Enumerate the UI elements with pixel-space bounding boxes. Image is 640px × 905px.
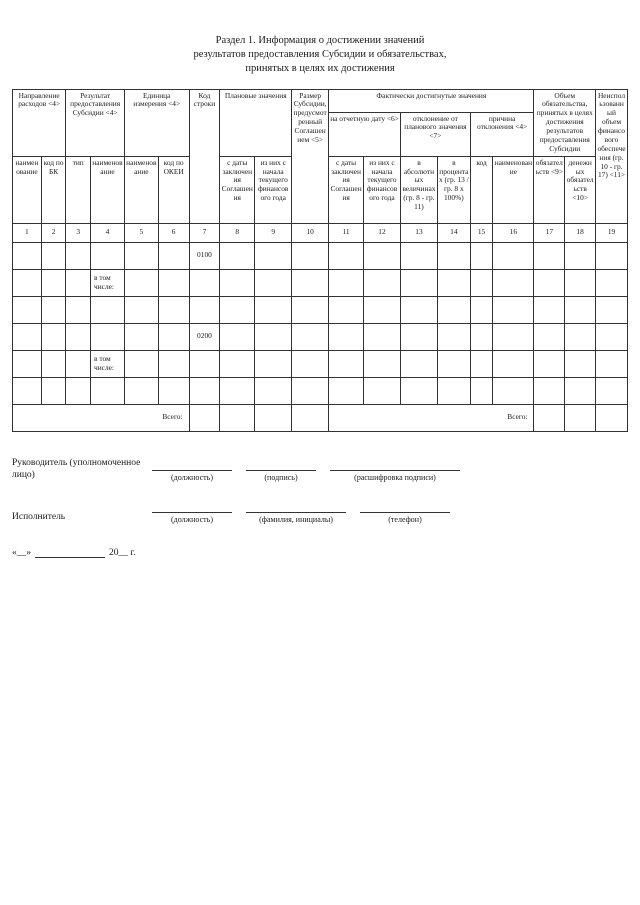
header-dir-code: код по БК — [41, 156, 66, 223]
head-signature-field[interactable] — [246, 458, 316, 471]
col-number: 2 — [41, 223, 66, 242]
empty-cell[interactable] — [596, 323, 628, 350]
col-number: 13 — [400, 223, 437, 242]
col-number: 6 — [158, 223, 189, 242]
head-position-caption: (должность) — [171, 472, 213, 482]
empty-cell[interactable] — [565, 377, 596, 404]
executor-position-caption: (должность) — [171, 514, 213, 524]
empty-cell[interactable] — [596, 242, 628, 269]
empty-cell[interactable] — [470, 242, 493, 269]
empty-cell[interactable] — [292, 377, 329, 404]
empty-cell[interactable] — [292, 350, 329, 377]
empty-cell[interactable] — [158, 350, 189, 377]
empty-cell[interactable] — [493, 242, 534, 269]
empty-cell[interactable] — [470, 350, 493, 377]
date-line — [12, 546, 628, 558]
header-plan-from-agreement: с даты заключения Соглашения — [220, 156, 255, 223]
section-title — [12, 34, 628, 77]
empty-cell[interactable] — [400, 323, 437, 350]
empty-cell[interactable] — [437, 377, 470, 404]
header-subsidy-size: Размер Субсидии, предусмотренный Соглашением <5> — [292, 89, 329, 223]
empty-cell[interactable] — [220, 350, 255, 377]
including-label: в том числе: — [91, 269, 125, 296]
empty-cell[interactable] — [534, 350, 565, 377]
empty-cell[interactable] — [41, 350, 66, 377]
col-number: 3 — [66, 223, 91, 242]
total-label-right: Всего: — [329, 404, 534, 431]
table-row — [13, 269, 628, 296]
header-dev-percent: в процентах (гр. 13 / гр. 8 x 100%) — [437, 156, 470, 223]
empty-cell[interactable] — [470, 296, 493, 323]
empty-cell[interactable] — [329, 323, 364, 350]
empty-cell[interactable] — [13, 377, 42, 404]
empty-cell[interactable] — [255, 350, 292, 377]
empty-cell[interactable] — [400, 377, 437, 404]
empty-cell[interactable] — [13, 269, 42, 296]
col-number: 9 — [255, 223, 292, 242]
empty-cell[interactable] — [534, 296, 565, 323]
table-row — [13, 377, 628, 404]
empty-cell[interactable] — [493, 323, 534, 350]
title-line-3: принятых в целях их достижения — [245, 63, 395, 75]
empty-cell[interactable] — [534, 377, 565, 404]
empty-cell[interactable] — [596, 404, 628, 431]
col-number: 1 — [13, 223, 42, 242]
empty-cell[interactable] — [158, 323, 189, 350]
empty-cell[interactable] — [255, 269, 292, 296]
empty-cell[interactable] — [91, 323, 125, 350]
executor-position-field[interactable] — [152, 500, 232, 513]
empty-cell[interactable] — [220, 269, 255, 296]
empty-cell[interactable] — [437, 242, 470, 269]
empty-cell[interactable] — [534, 242, 565, 269]
header-reason: причина отклонения <4> — [470, 112, 534, 156]
header-reason-name: наименование — [493, 156, 534, 223]
header-obl-monetary: денежных обязательств <10> — [565, 156, 596, 223]
empty-cell[interactable] — [400, 296, 437, 323]
empty-cell[interactable] — [220, 242, 255, 269]
empty-cell[interactable] — [493, 350, 534, 377]
table-row — [13, 350, 628, 377]
empty-cell[interactable] — [364, 269, 401, 296]
header-unit: Единица измерения <4> — [124, 89, 189, 156]
header-res-name: наименование — [91, 156, 125, 223]
report-table — [12, 89, 628, 432]
executor-label: Исполнитель — [12, 511, 66, 522]
empty-cell[interactable] — [124, 296, 158, 323]
empty-cell[interactable] — [66, 323, 91, 350]
date-day: «__» — [12, 547, 31, 558]
empty-cell[interactable] — [565, 350, 596, 377]
empty-cell[interactable] — [292, 296, 329, 323]
empty-cell[interactable] — [220, 377, 255, 404]
column-numbers-row — [13, 223, 628, 242]
empty-cell[interactable] — [13, 296, 42, 323]
header-planned: Плановые значения — [220, 89, 292, 156]
empty-cell[interactable] — [534, 323, 565, 350]
empty-cell[interactable] — [470, 323, 493, 350]
empty-cell[interactable] — [255, 404, 292, 431]
empty-cell[interactable] — [66, 296, 91, 323]
header-unit-okei: код по ОКЕИ — [158, 156, 189, 223]
empty-cell[interactable] — [364, 323, 401, 350]
table-row — [13, 296, 628, 323]
head-decoding-field[interactable] — [330, 458, 460, 471]
empty-cell[interactable] — [596, 269, 628, 296]
empty-cell[interactable] — [220, 404, 255, 431]
header-act-from-year: из них с начала текущего финансового года — [364, 156, 401, 223]
table-row — [13, 242, 628, 269]
col-number: 12 — [364, 223, 401, 242]
empty-cell[interactable] — [189, 296, 220, 323]
empty-cell[interactable] — [189, 404, 220, 431]
empty-cell[interactable] — [158, 296, 189, 323]
empty-cell[interactable] — [124, 323, 158, 350]
empty-cell[interactable] — [189, 350, 220, 377]
empty-cell[interactable] — [158, 269, 189, 296]
header-unused: Неиспользованный объем финансового обеспечения (гр. 10 - гр. 17) <11> — [596, 89, 628, 223]
empty-cell[interactable] — [565, 242, 596, 269]
header-actual: Фактически достигнутые значения — [329, 89, 534, 112]
header-direction: Направление расходов <4> — [13, 89, 66, 156]
empty-cell[interactable] — [329, 350, 364, 377]
empty-cell[interactable] — [534, 269, 565, 296]
header-dir-name: наименование — [13, 156, 42, 223]
empty-cell[interactable] — [565, 296, 596, 323]
head-signature-caption: (подпись) — [264, 472, 298, 482]
empty-cell[interactable] — [91, 296, 125, 323]
empty-cell[interactable] — [41, 323, 66, 350]
total-row — [13, 404, 628, 431]
empty-cell[interactable] — [364, 377, 401, 404]
empty-cell[interactable] — [437, 350, 470, 377]
empty-cell[interactable] — [41, 269, 66, 296]
executor-name-caption: (фамилия, инициалы) — [259, 514, 333, 524]
empty-cell[interactable] — [329, 269, 364, 296]
col-number: 8 — [220, 223, 255, 242]
empty-cell[interactable] — [66, 377, 91, 404]
empty-cell[interactable] — [565, 404, 596, 431]
empty-cell[interactable] — [124, 269, 158, 296]
empty-cell[interactable] — [255, 296, 292, 323]
signature-block — [12, 458, 628, 558]
empty-cell[interactable] — [470, 269, 493, 296]
empty-cell[interactable] — [493, 269, 534, 296]
empty-cell[interactable] — [66, 269, 91, 296]
empty-cell[interactable] — [255, 323, 292, 350]
empty-cell[interactable] — [329, 377, 364, 404]
col-number: 4 — [91, 223, 125, 242]
empty-cell[interactable] — [189, 269, 220, 296]
header-obl-obligations: обязательств <9> — [534, 156, 565, 223]
col-number: 5 — [124, 223, 158, 242]
col-number: 17 — [534, 223, 565, 242]
including-label: в том числе: — [91, 350, 125, 377]
empty-cell[interactable] — [596, 350, 628, 377]
total-label-left: Всего: — [13, 404, 190, 431]
col-number: 19 — [596, 223, 628, 242]
empty-cell[interactable] — [220, 323, 255, 350]
empty-cell[interactable] — [91, 242, 125, 269]
empty-cell[interactable] — [400, 350, 437, 377]
empty-cell[interactable] — [493, 296, 534, 323]
empty-cell[interactable] — [364, 296, 401, 323]
executor-name-field[interactable] — [246, 500, 346, 513]
header-unit-name: наименование — [124, 156, 158, 223]
col-number: 7 — [189, 223, 220, 242]
header-result: Результат предоставления Субсидии <4> — [66, 89, 125, 156]
empty-cell[interactable] — [13, 323, 42, 350]
col-number: 16 — [493, 223, 534, 242]
empty-cell[interactable] — [91, 377, 125, 404]
head-label: Руководитель (уполномоченное лицо) — [12, 457, 141, 480]
empty-cell[interactable] — [220, 296, 255, 323]
head-decoding-caption: (расшифровка подписи) — [354, 472, 436, 482]
empty-cell[interactable] — [437, 296, 470, 323]
row-code-cell: 0100 — [189, 242, 220, 269]
col-number: 11 — [329, 223, 364, 242]
date-year: 20__ г. — [109, 547, 136, 558]
executor-phone-field[interactable] — [360, 500, 450, 513]
title-line-2: результатов предоставления Субсидии и обязательствах, — [193, 49, 447, 61]
empty-cell[interactable] — [596, 377, 628, 404]
empty-cell[interactable] — [66, 350, 91, 377]
header-plan-from-year: из них с начала текущего финансового года — [255, 156, 292, 223]
empty-cell[interactable] — [124, 377, 158, 404]
empty-cell[interactable] — [364, 350, 401, 377]
empty-cell[interactable] — [13, 242, 42, 269]
empty-cell[interactable] — [493, 377, 534, 404]
empty-cell[interactable] — [292, 269, 329, 296]
executor-phone-caption: (телефон) — [388, 514, 422, 524]
col-number: 15 — [470, 223, 493, 242]
empty-cell[interactable] — [158, 377, 189, 404]
header-dev-absolute: в абсолютных величинах (гр. 8 - гр. 11) — [400, 156, 437, 223]
empty-cell[interactable] — [565, 269, 596, 296]
empty-cell[interactable] — [41, 377, 66, 404]
empty-cell[interactable] — [124, 350, 158, 377]
empty-cell[interactable] — [596, 296, 628, 323]
empty-cell[interactable] — [470, 377, 493, 404]
empty-cell[interactable] — [41, 296, 66, 323]
empty-cell[interactable] — [189, 377, 220, 404]
col-number: 14 — [437, 223, 470, 242]
empty-cell[interactable] — [158, 242, 189, 269]
col-number: 18 — [565, 223, 596, 242]
header-reason-code: код — [470, 156, 493, 223]
empty-cell[interactable] — [364, 242, 401, 269]
empty-cell[interactable] — [400, 269, 437, 296]
date-month-field[interactable] — [35, 546, 105, 558]
executor-signature-row — [12, 500, 628, 524]
empty-cell[interactable] — [534, 404, 565, 431]
header-as-of-date: на отчетную дату <6> — [329, 112, 401, 156]
header-act-from-agreement: с даты заключения Соглашения — [329, 156, 364, 223]
header-deviation: отклонение от планового значения <7> — [400, 112, 470, 156]
head-position-field[interactable] — [152, 458, 232, 471]
title-line-1: Раздел 1. Информация о достижении значений — [215, 35, 425, 46]
empty-cell[interactable] — [292, 404, 329, 431]
table-row — [13, 323, 628, 350]
empty-cell[interactable] — [255, 242, 292, 269]
empty-cell[interactable] — [292, 242, 329, 269]
empty-cell[interactable] — [329, 242, 364, 269]
col-number: 10 — [292, 223, 329, 242]
empty-cell[interactable] — [41, 242, 66, 269]
empty-cell[interactable] — [437, 269, 470, 296]
header-row-code: Код строки — [189, 89, 220, 223]
empty-cell[interactable] — [400, 242, 437, 269]
empty-cell[interactable] — [437, 323, 470, 350]
header-res-type: тип — [66, 156, 91, 223]
empty-cell[interactable] — [329, 296, 364, 323]
empty-cell[interactable] — [292, 323, 329, 350]
row-code-cell: 0200 — [189, 323, 220, 350]
header-obligations: Объем обязательства, принятых в целях достижения результатов предоставления Субсидии — [534, 89, 596, 156]
empty-cell[interactable] — [565, 323, 596, 350]
empty-cell[interactable] — [124, 242, 158, 269]
empty-cell[interactable] — [66, 242, 91, 269]
empty-cell[interactable] — [255, 377, 292, 404]
empty-cell[interactable] — [13, 350, 42, 377]
head-signature-row — [12, 458, 628, 482]
